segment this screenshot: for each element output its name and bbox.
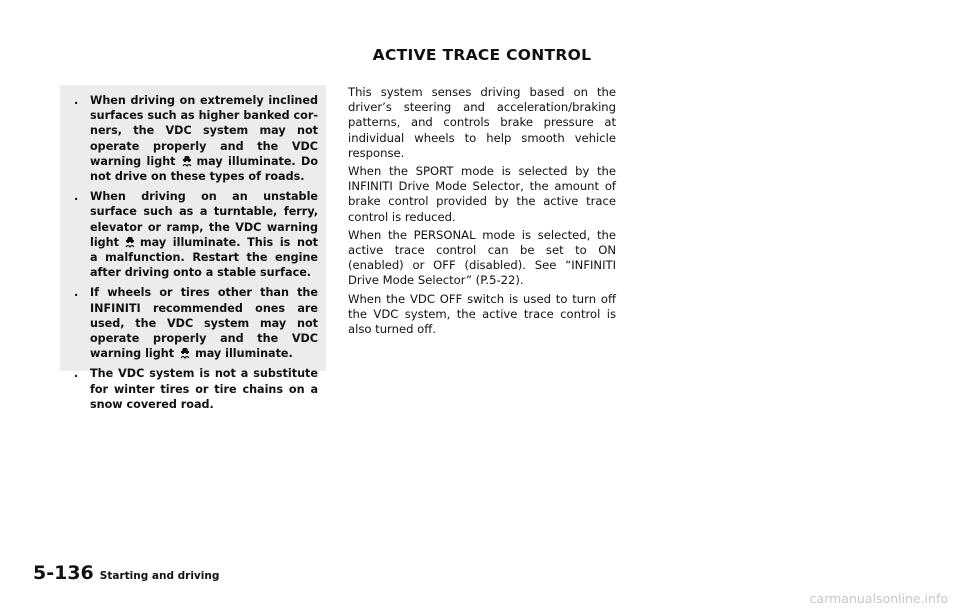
warning-text: When driving on an unstable surface such as a turntable, ferry, elevator or ramp, the VDC warning light <box>90 190 318 249</box>
vdc-warning-light-icon <box>180 155 194 167</box>
vdc-warning-light-icon <box>178 347 192 359</box>
warning-text: If wheels or tires other than the INFINITI recommended ones are used, the VDC system may not operate properly and the VDC warning light <box>90 286 318 361</box>
vdc-warning-light-icon <box>123 236 137 248</box>
warning-box <box>60 85 326 411</box>
bullet: . <box>74 190 79 204</box>
bullet: . <box>74 286 79 300</box>
page-number: 5-136 <box>33 562 94 584</box>
warning-text-continued: may illuminate. This is not a malfunction. Restart the engine after driving onto a stable surface. <box>90 235 318 280</box>
bullet: . <box>74 94 79 107</box>
section-body <box>348 85 616 340</box>
body-paragraph: When the PERSONAL mode is selected, the active trace control can be set to ON (enabled) or OFF (disabled). See “INFINITI Drive Mode Selector” (P.5-22). <box>348 227 616 288</box>
body-paragraph: When the VDC OFF switch is used to turn off the VDC system, the active trace control is also turned off. <box>348 291 616 337</box>
warning-item <box>60 285 326 361</box>
body-paragraph: This system senses driving based on the driver’s steering and acceleration/braking patterns, and controls brake pressure at individual wheels to help smooth vehicle response. <box>348 85 616 160</box>
section-title: ACTIVE TRACE CONTROL <box>372 46 592 64</box>
warning-list <box>60 93 326 417</box>
page-footer <box>33 562 219 584</box>
warning-text-continued: may illuminate. Do not drive on these types of roads. <box>90 154 318 184</box>
warning-text: When driving on extremely inclined surfaces such as higher banked corners, the VDC system may not operate properly and the VDC warning light <box>90 94 318 168</box>
warning-item <box>60 366 326 412</box>
warning-text-continued: may illuminate. <box>195 347 293 361</box>
warning-item <box>60 93 326 184</box>
warning-text: The VDC system is not a substitute for winter tires or tire chains on a snow covered road. <box>90 367 318 411</box>
footer-section-name: Starting and driving <box>99 570 220 582</box>
body-paragraph: When the SPORT mode is selected by the INFINITI Drive Mode Selector, the amount of brake control provided by the active trace control is reduced. <box>348 164 616 224</box>
bullet: . <box>74 367 79 381</box>
watermark: carmanualsonline.info <box>809 591 948 606</box>
warning-item <box>60 189 326 280</box>
